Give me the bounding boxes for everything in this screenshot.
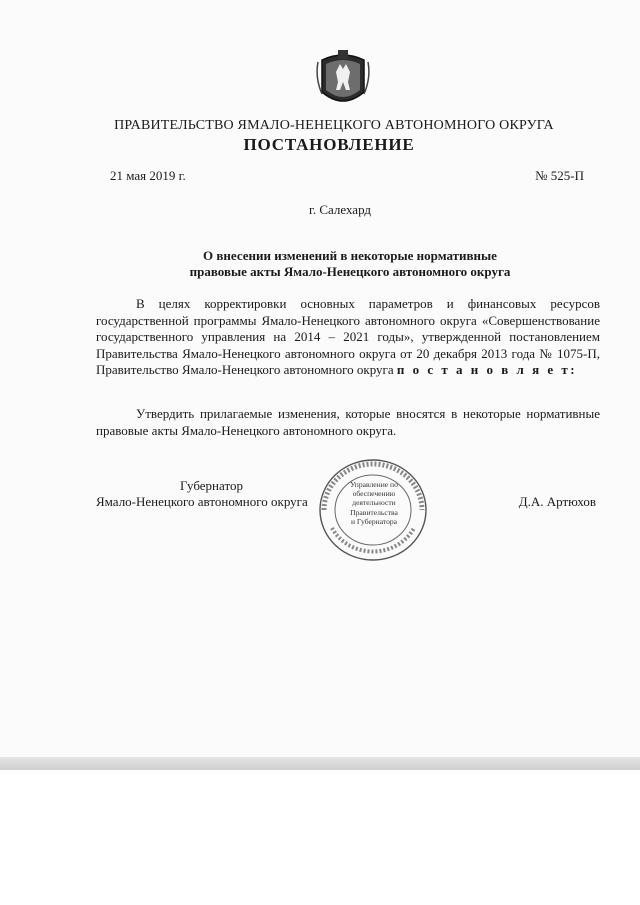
signatory-title: Губернатор bbox=[180, 478, 243, 493]
signatory-organization: Ямало-Ненецкого автономного округа bbox=[96, 494, 308, 509]
paragraph-preamble bbox=[96, 296, 600, 379]
seal-line-5: и Губернатора bbox=[350, 516, 398, 526]
document-type-title: ПОСТАНОВЛЕНИЕ bbox=[243, 135, 415, 154]
seal-line-4: Правительства bbox=[350, 507, 398, 517]
scan-edge bbox=[0, 757, 640, 770]
document-subject bbox=[130, 248, 570, 280]
preamble-text: В целях корректировки основных параметров и финансовых ресурсов государственной программы Ямало-Ненецкого автономного округа «Совершенствование государственного управления на 2014 – 2021 годы», утвержденной постановлением Правительства Ямало-Ненецкого автономного округа от 20 декабря 2013 года № 1075-П, Правительство Ямало-Ненецкого автономного округа bbox=[96, 296, 600, 378]
subject-line-1: О внесении изменений в некоторые нормативные bbox=[203, 248, 497, 263]
seal-line-2: обеспечению bbox=[352, 489, 396, 499]
document-date: 21 мая 2019 г. bbox=[110, 168, 186, 183]
subject-line-2: правовые акты Ямало-Ненецкого автономного округа bbox=[189, 264, 511, 279]
seal-text bbox=[340, 480, 408, 526]
signatory-name: Д.А. Артюхов bbox=[518, 494, 596, 509]
coat-of-arms-icon bbox=[314, 48, 372, 110]
paragraph-decision: Утвердить прилагаемые изменения, которые вносятся в некоторые нормативные правовые акты Ямало-Ненецкого автономного округа. bbox=[96, 406, 600, 438]
resolution-word: п о с т а н о в л я е т: bbox=[396, 362, 578, 378]
document-number: № 525-П bbox=[535, 168, 584, 183]
document-city: г. Салехард bbox=[308, 202, 372, 217]
seal-line-1: Управление по bbox=[350, 480, 398, 489]
seal-line-3: деятельности bbox=[352, 498, 396, 508]
organization-title: ПРАВИТЕЛЬСТВО ЯМАЛО-НЕНЕЦКОГО АВТОНОМНОГО ОКРУГА bbox=[114, 118, 554, 133]
